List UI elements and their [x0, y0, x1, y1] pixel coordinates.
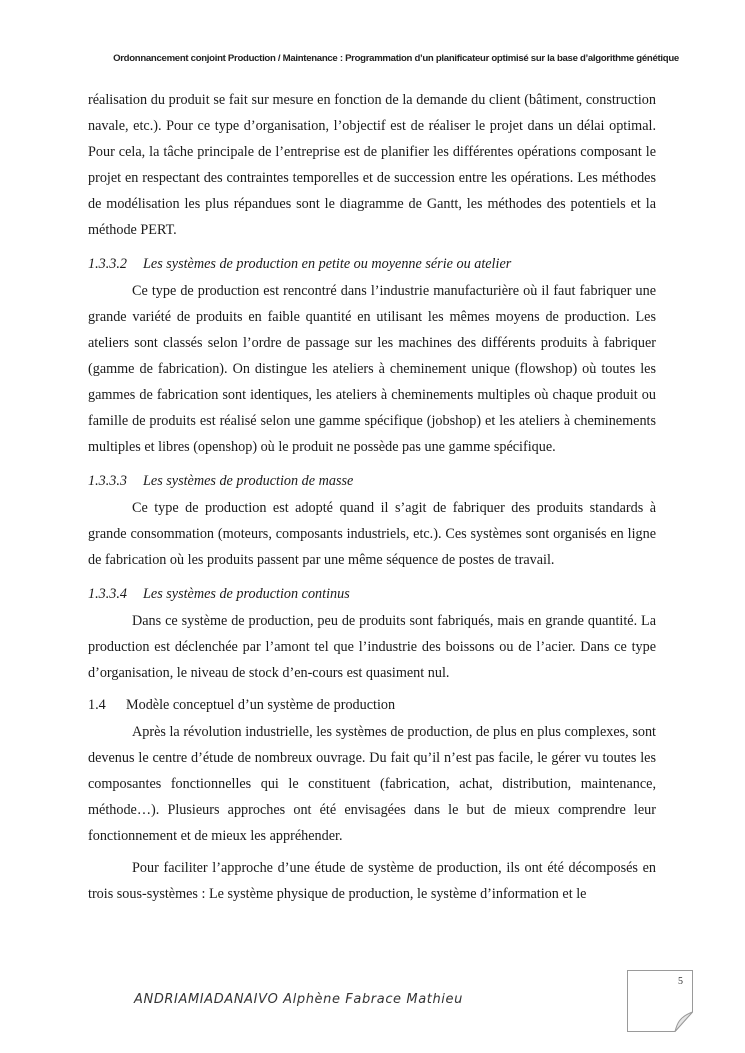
section-paragraph: Dans ce système de production, peu de produits sont fabriqués, mais en grande quantité. La production est déclenchée par l’amont tel que l’industrie des boissons ou de l’acier. Dans ce type d’organisation, le niveau de stock d’en-cours est quasiment nul.	[88, 613, 656, 681]
section-heading-1-3-3-2	[88, 251, 656, 277]
section-heading-1-3-3-3	[88, 468, 656, 494]
running-header	[0, 53, 745, 64]
section-number: 1.3.3.3	[88, 473, 128, 489]
footer-author: ANDRIAMIADANAIVO Alphène Fabrace Mathieu	[134, 992, 463, 1007]
page-number: 5	[678, 976, 683, 987]
section-title: Les systèmes de production continus	[143, 586, 350, 602]
intro-paragraph: réalisation du produit se fait sur mesure en fonction de la demande du client (bâtiment, construction navale, etc.). Pour ce type d’organisation, l’objectif est de réaliser le projet dans un délai optimal. Pour cela, la tâche principale de l’entreprise est de planifier les différentes opérations composant le projet en respectant des contraintes temporelles et de succession entre les opérations. Les méthodes de modélisation les plus répandues sont le diagramme de Gantt, les méthodes des potentiels et la méthode PERT.	[88, 92, 656, 238]
section-title: Les systèmes de production de masse	[143, 473, 354, 489]
chapter-paragraph-2: Pour faciliter l’approche d’une étude de système de production, ils ont été décomposés en trois sous-systèmes : Le système physique de production, le système d’information et le	[88, 860, 656, 902]
section-paragraph: Ce type de production est rencontré dans l’industrie manufacturière où il faut fabriquer une grande variété de produits en faible quantité en utilisant les mêmes moyens de production. Les ateliers sont classés selon l’ordre de passage sur les machines des différents produits à fabriquer (gamme de fabrication). On distingue les ateliers à cheminement unique (flowshop) où toutes les gammes de fabrication sont identiques, les ateliers à cheminements multiples où chaque produit ou famille de produits est réalisé selon une gamme spécifique (jobshop) et les ateliers à cheminements multiples et libres (openshop) où le produit ne possède pas une gamme spécifique.	[88, 283, 656, 455]
chapter-number: 1.4	[88, 697, 106, 713]
page-body	[88, 87, 656, 907]
chapter-paragraph-1: Après la révolution industrielle, les systèmes de production, de plus en plus complexes, sont devenus le centre d’étude de nombreux ouvrage. Du fait qu’il n’est pas facile, le gérer vu toutes les composantes fonctionnelles qui le constituent (fabrication, achat, distribution, maintenance, méthode…). Plusieurs approches ont été envisagées dans le but de mieux comprendre leur fonctionnement et de mieux les appréhender.	[88, 724, 656, 844]
section-heading-1-3-3-4	[88, 581, 656, 607]
chapter-title: Modèle conceptuel d’un système de production	[126, 697, 396, 713]
chapter-heading-1-4	[88, 692, 656, 718]
section-number: 1.3.3.2	[88, 256, 128, 272]
section-number: 1.3.3.4	[88, 586, 128, 602]
section-paragraph: Ce type de production est adopté quand il s’agit de fabriquer des produits standards à grande consommation (moteurs, composants industriels, etc.). Ces systèmes sont organisés en ligne de fabrication où les produits passent par une même séquence de postes de travail.	[88, 500, 656, 568]
page-curl-icon	[627, 970, 693, 1032]
header-title: Ordonnancement conjoint Production / Maintenance : Programmation d’un planificateur optimisé sur la base d’algorithme génétique	[113, 53, 679, 64]
section-title: Les systèmes de production en petite ou moyenne série ou atelier	[143, 256, 512, 272]
